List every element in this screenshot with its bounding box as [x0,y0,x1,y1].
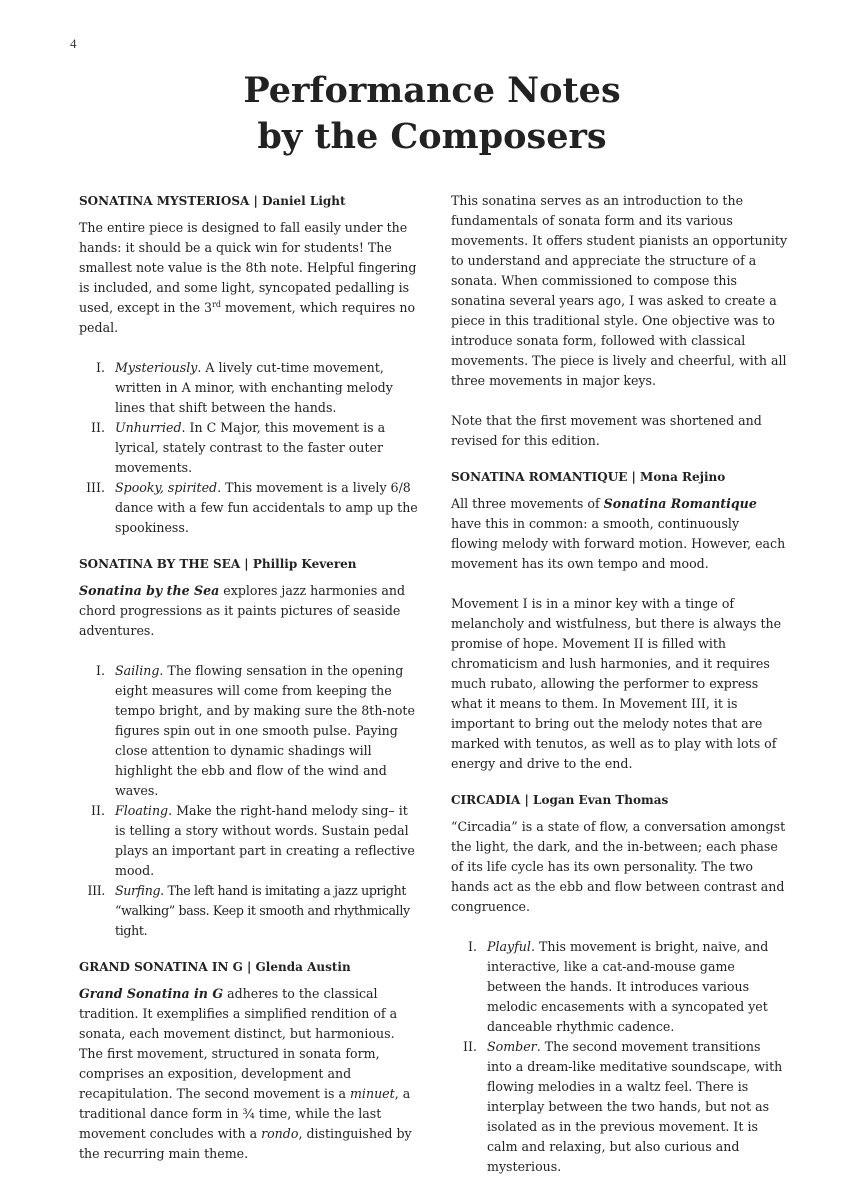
mysteriosa-intro: The entire piece is designed to fall easily under the hands: it should be a quick win for students! The smallest note value is the 8th note. Helpful fingering is included, and some light, syncopated pedalling is used, except in the 3rd movement, which requires no pedal. [79,220,417,335]
by-the-sea-movements [79,661,419,941]
romantique-intro: All three movements of Sonatina Romantique have this in common: a smooth, continuously flowing melody with forward motion. However, each movement has its own tempo and mood. [451,496,786,571]
left-column [79,191,419,1164]
romantique-paragraph: Movement I is in a minor key with a tinge of melancholy and wistfulness, but there is always the promise of hope. Movement II is filled with chromaticism and lush harmonies, and it requires much rubato, allowing the performer to express what it means to them. In Movement III, it is important to bring out the melody notes that are marked with tenutos, as well as to play with lots of energy and drive to the end. [451,596,782,771]
list-item: I. Playful. This movement is bright, naive, and interactive, like a cat-and-mouse game between the hands. It introduces various melodic encasements with a syncopated yet danceable rhythmic cadence. [468,939,769,1034]
grand-sonatina-note: Note that the first movement was shortened and revised for this edition. [451,413,762,448]
list-item: II. Floating. Make the right-hand melody sing– it is telling a story without words. Sustain pedal plays an important part in creating a reflective mood. [91,803,415,878]
by-the-sea-intro: Sonatina by the Sea explores jazz harmonies and chord progressions as it paints pictures of seaside adventures. [79,583,406,638]
right-column [451,191,789,1177]
section-heading-grand-sonatina: GRAND SONATINA IN G | Glenda Austin [79,960,351,974]
list-item: I. Sailing. The flowing sensation in the opening eight measures will come from keeping the tempo bright, and by making sure the 8th-note figures spin out in one smooth pulse. Paying close attention to dynamic shadings will highlight the ebb and flow of the wind and waves. [96,663,415,798]
circadia-movements [451,937,789,1177]
list-item: III. Spooky, spirited. This movement is a lively 6/8 dance with a few fun accidentals to amp up the spookiness. [86,480,418,535]
circadia-intro: “Circadia” is a state of flow, a conversation amongst the light, the dark, and the in-between; each phase of its life cycle has its own personality. The two hands act as the ebb and flow between contrast and congruence. [451,819,786,914]
title-line-1: Performance Notes [243,70,621,111]
list-item: II. Unhurried. In C Major, this movement is a lyrical, stately contrast to the faster outer movements. [91,420,386,475]
grand-sonatina-intro: Grand Sonatina in G adheres to the classical tradition. It exemplifies a simplified rendition of a sonata, each movement distinct, but harmonious. The first movement, structured in sonata form, comprises an exposition, development and recapitulation. The second movement is a minuet, a traditional dance form in ¾ time, while the last movement concludes with a rondo, distinguished by the recurring main theme. [79,986,412,1161]
mysteriosa-movements [79,358,419,538]
section-heading-romantique: SONATINA ROMANTIQUE | Mona Rejino [451,470,726,484]
section-heading-mysteriosa: SONATINA MYSTERIOSA | Daniel Light [79,194,346,208]
list-item: III. Surfing. The left hand is imitating a jazz upright “walking” bass. Keep it smooth and rhythmically tight. [87,883,410,938]
page-number: 4 [70,36,77,51]
section-heading-by-the-sea: SONATINA BY THE SEA | Phillip Keveren [79,557,357,571]
title-line-2: by the Composers [257,116,607,157]
list-item: I. Mysteriously. A lively cut-time movement, written in A minor, with enchanting melody lines that shift between the hands. [96,360,393,415]
list-item: II. Somber. The second movement transitions into a dream-like meditative soundscape, with flowing melodies in a waltz feel. There is interplay between the two hands, but not as isolated as in the previous movement. It is calm and relaxing, but also curious and mysterious. [463,1039,783,1174]
grand-sonatina-paragraph: This sonatina serves as an introduction to the fundamentals of sonata form and its various movements. It offers student pianists an opportunity to understand and appreciate the structure of a sonata. When commissioned to compose this sonatina several years ago, I was asked to create a piece in this traditional style. One objective was to introduce sonata form, followed with classical movements. The piece is lively and cheerful, with all three movements in major keys. [451,193,788,388]
page-title [0,68,864,160]
section-heading-circadia: CIRCADIA | Logan Evan Thomas [451,793,669,807]
